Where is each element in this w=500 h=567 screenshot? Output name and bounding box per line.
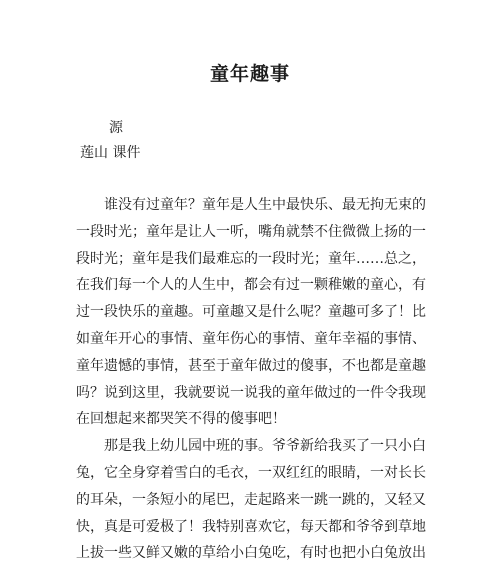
document-body <box>76 192 426 567</box>
paragraph: 那是我上幼儿园中班的事。爷爷新给我买了一只小白兔，它全身穿着雪白的毛衣，一双红红的眼睛，一对长长的耳朵，一条短小的尾巴，走起路来一跳一跳的，又轻又快，真是可爱极了！我特别喜欢它，每天都和爷爷到草地上拔一些又鲜又嫩的草给小白兔吃，有时也把小白兔放出 <box>76 438 426 562</box>
source-label: 源 <box>109 120 123 136</box>
author-line: 莲山 课件 <box>80 145 141 161</box>
paragraph: 谁没有过童年？童年是人生中最快乐、最无拘无束的一段时光；童年是让人一听，嘴角就禁不住微微上扬的一段时光；童年是我们最难忘的一段时光；童年……总之，在我们每一个人的人生中，都会有过一颗稚嫩的童心，有过一段快乐的童趣。可童趣又是什么呢？童趣可多了！比如童年开心的事情、童年伤心的事情、童年幸福的事情、童年遗憾的事情，甚至于童年做过的傻事，不也都是童趣吗？说到这里，我就要说一说我的童年做过的一件令我现在回想起来都哭笑不得的傻事吧！ <box>76 197 426 428</box>
document-title: 童年趣事 <box>209 63 290 85</box>
